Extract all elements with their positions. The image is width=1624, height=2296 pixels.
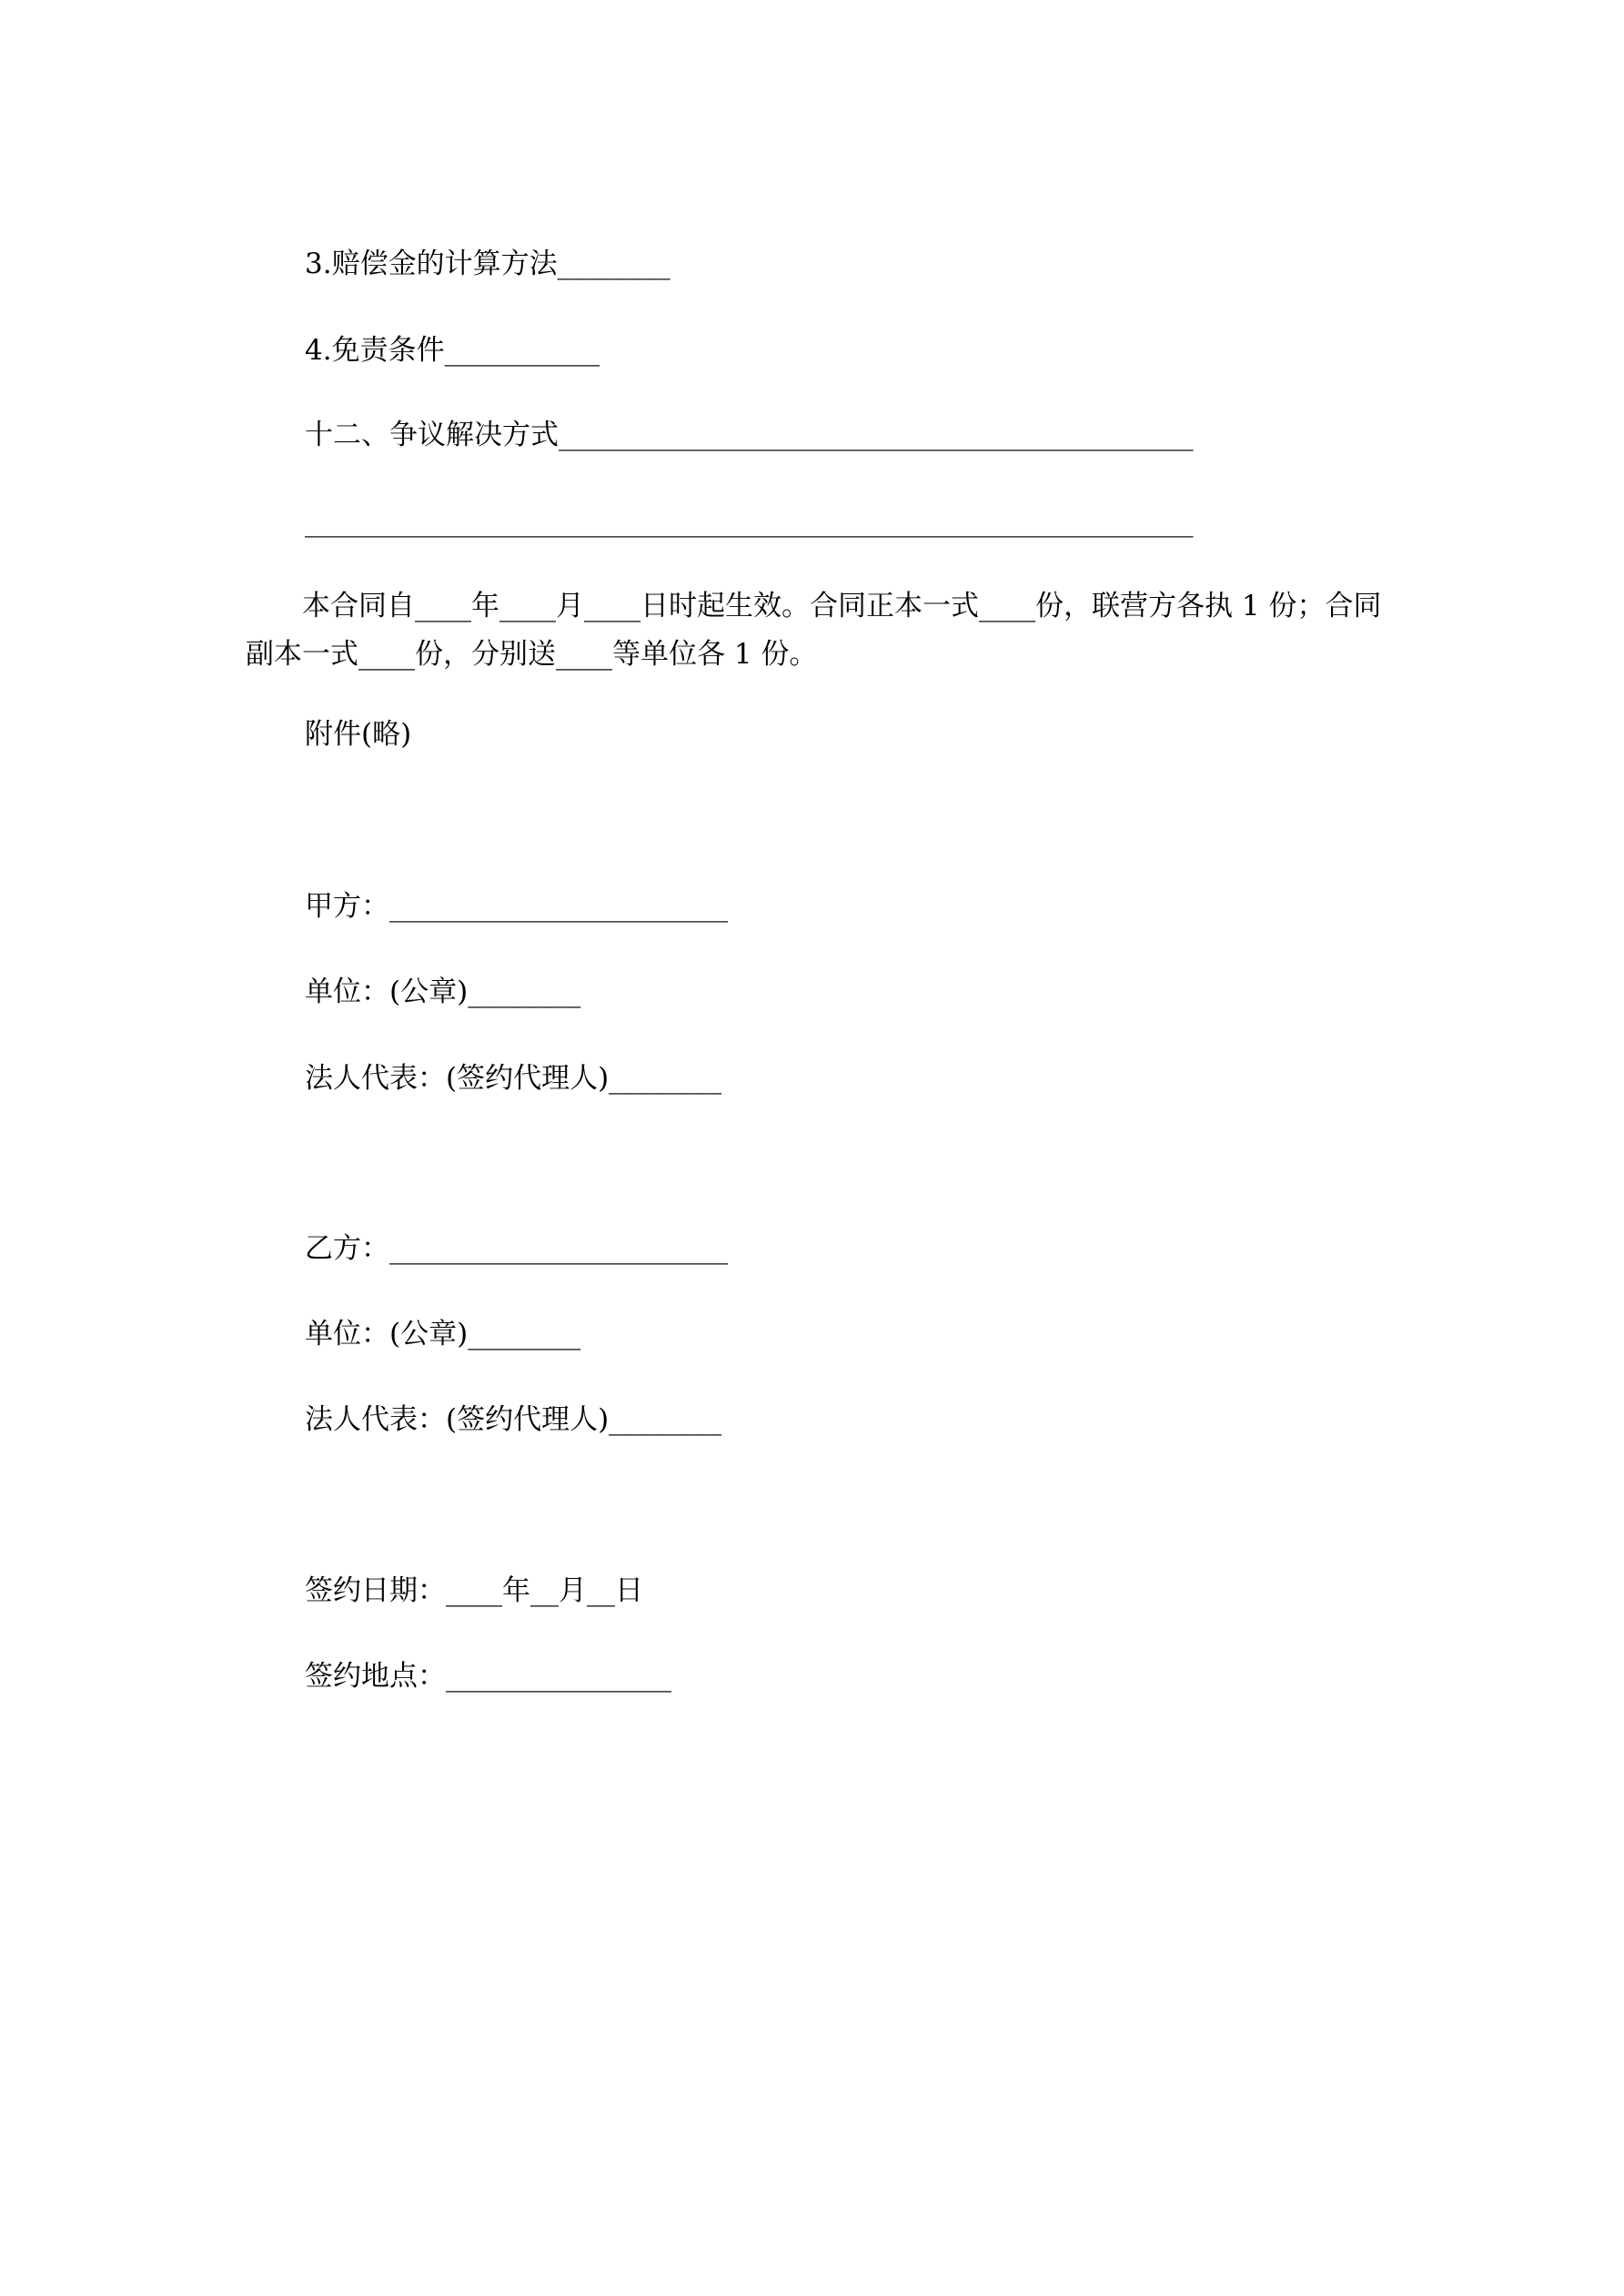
section-12-blank-line: _______________________________________________________________ xyxy=(305,505,1194,538)
party-b-unit: 单位：(公章)________ xyxy=(305,1318,581,1350)
party-b-label: 乙方：________________________ xyxy=(305,1232,728,1265)
sign-date: 签约日期：____年__月__日 xyxy=(305,1574,643,1607)
attachment-note: 附件(略) xyxy=(305,718,412,751)
party-a-legal-rep: 法人代表：(签约代理人)________ xyxy=(305,1062,722,1095)
party-a-label: 甲方：________________________ xyxy=(305,890,728,923)
effective-clause-paragraph: 本合同自____年____月____日时起生效。合同正本一式____份，联营方各执 1 份；合同副本一式____份，分别送____等单位各 1 份。 xyxy=(246,590,1382,671)
party-a-unit: 单位：(公章)________ xyxy=(305,976,581,1008)
sign-place: 签约地点：________________ xyxy=(305,1660,671,1693)
section-12-dispute-resolution: 十二、争议解决方式_____________________________________________ xyxy=(305,419,1194,451)
clause-item-4: 4.免责条件___________ xyxy=(305,334,600,367)
clause-item-3: 3.赔偿金的计算方法________ xyxy=(305,248,671,280)
party-b-legal-rep: 法人代表：(签约代理人)________ xyxy=(305,1403,722,1436)
